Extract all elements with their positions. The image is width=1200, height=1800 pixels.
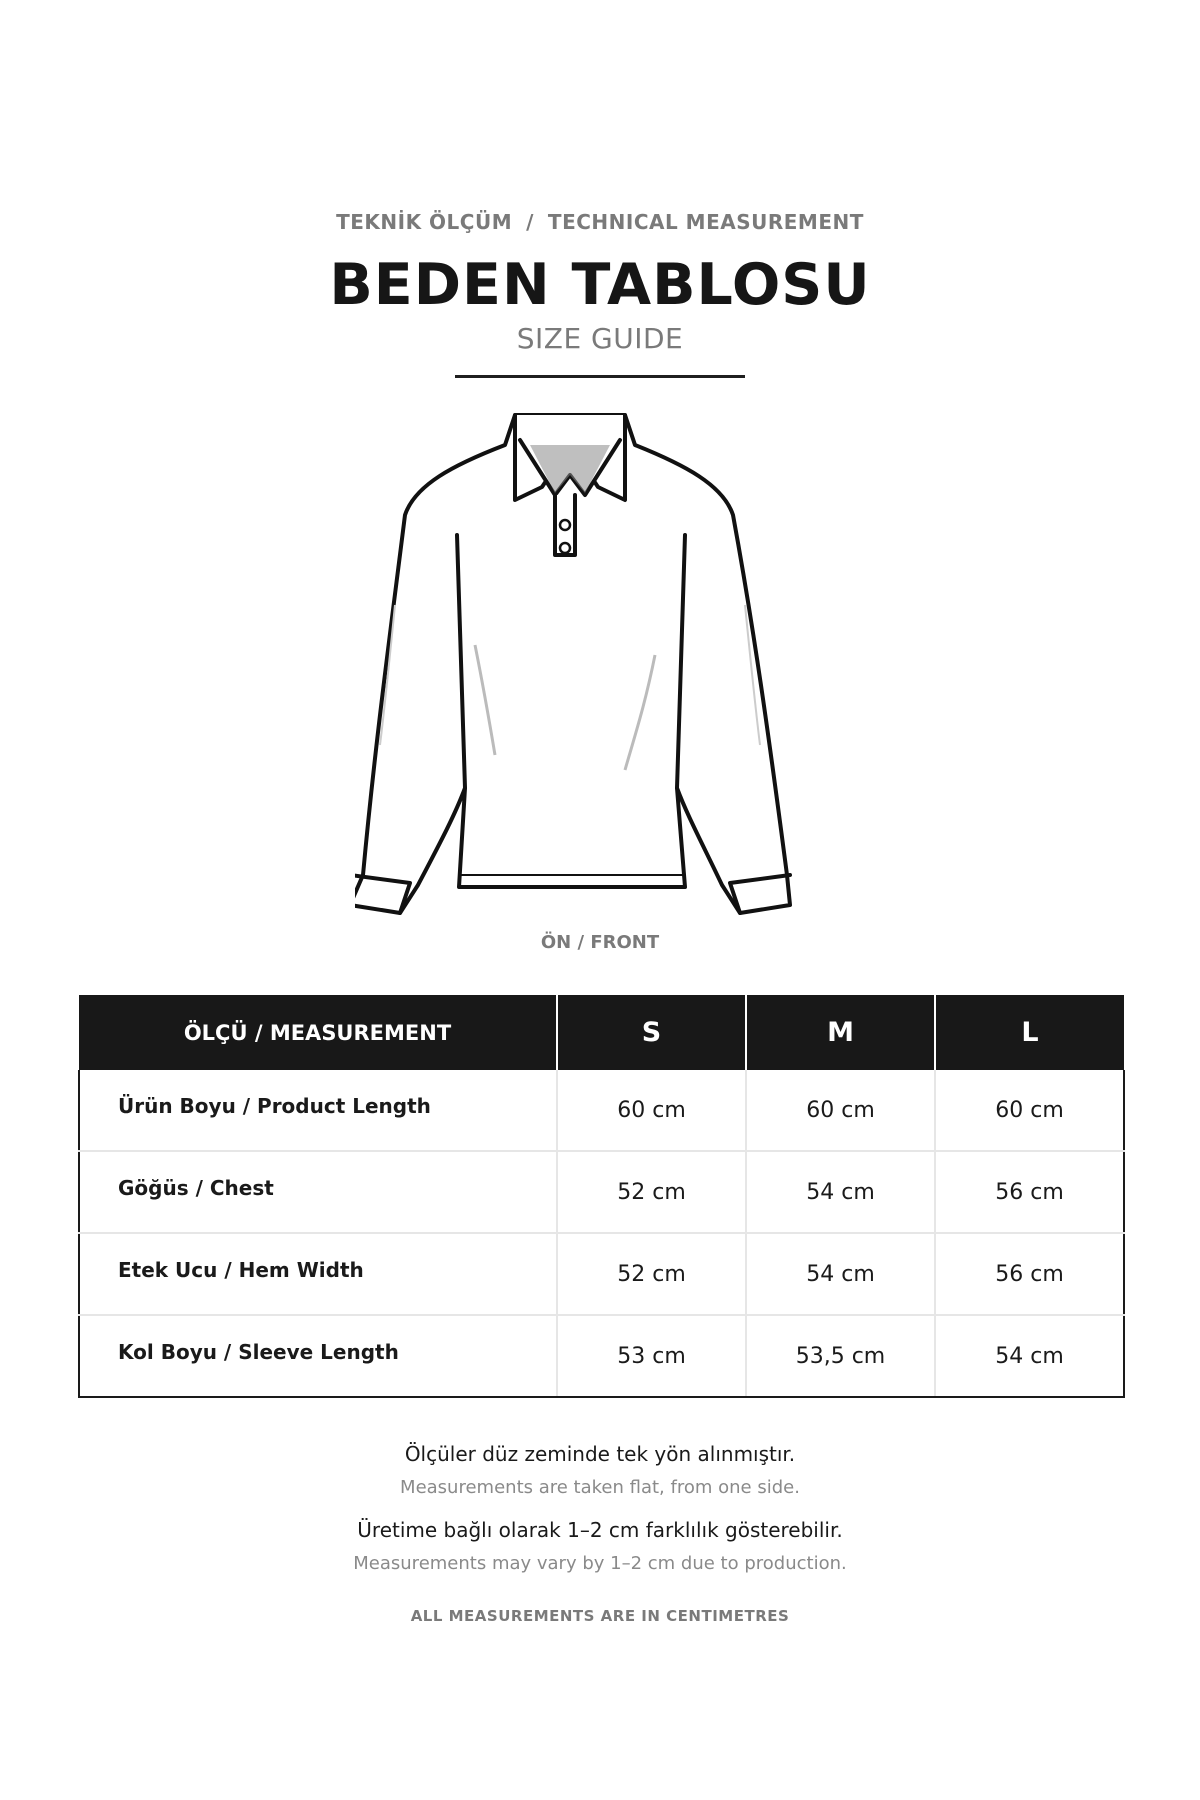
header-measurement: ÖLÇÜ / MEASUREMENT — [79, 995, 557, 1070]
cell-value: 52 cm — [557, 1151, 746, 1233]
table-header-row — [79, 995, 1124, 1070]
row-label: Ürün Boyu / Product Length — [79, 1070, 557, 1151]
page-subtitle: SIZE GUIDE — [516, 322, 684, 355]
eyebrow-separator: / — [526, 210, 534, 234]
units-footer: ALL MEASUREMENTS ARE IN CENTIMETRES — [410, 1607, 790, 1625]
cell-value: 54 cm — [746, 1233, 935, 1315]
cell-value: 53,5 cm — [746, 1315, 935, 1397]
header-size-l: L — [935, 995, 1124, 1070]
size-table — [78, 995, 1125, 1398]
cell-value: 56 cm — [935, 1151, 1124, 1233]
row-label: Kol Boyu / Sleeve Length — [79, 1315, 557, 1397]
cell-value: 56 cm — [935, 1233, 1124, 1315]
cell-value: 52 cm — [557, 1233, 746, 1315]
header-size-s: S — [557, 995, 746, 1070]
note-variance-en: Measurements may vary by 1–2 cm due to production. — [353, 1553, 847, 1574]
title-divider — [455, 375, 745, 378]
note-variance-tr: Üretime bağlı olarak 1–2 cm farklılık gösterebilir. — [357, 1518, 843, 1542]
eyebrow-en: TECHNICAL MEASUREMENT — [547, 210, 864, 234]
long-sleeve-polo-shirt-icon — [355, 405, 855, 925]
table-row — [79, 1315, 1124, 1397]
header-size-m: M — [746, 995, 935, 1070]
note-flat-tr: Ölçüler düz zeminde tek yön alınmıştır. — [404, 1442, 796, 1466]
page-title: BEDEN TABLOSU — [329, 252, 871, 318]
cell-value: 60 cm — [557, 1070, 746, 1151]
cell-value: 54 cm — [746, 1151, 935, 1233]
cell-value: 54 cm — [935, 1315, 1124, 1397]
front-view-label: ÖN / FRONT — [540, 932, 660, 953]
table-row — [79, 1151, 1124, 1233]
cell-value: 60 cm — [935, 1070, 1124, 1151]
eyebrow-tr: TEKNİK ÖLÇÜM — [336, 210, 513, 234]
eyebrow — [0, 210, 1200, 234]
cell-value: 53 cm — [557, 1315, 746, 1397]
table-row — [79, 1233, 1124, 1315]
cell-value: 60 cm — [746, 1070, 935, 1151]
row-label: Etek Ucu / Hem Width — [79, 1233, 557, 1315]
table-row — [79, 1070, 1124, 1151]
note-flat-en: Measurements are taken flat, from one side. — [400, 1477, 800, 1498]
row-label: Göğüs / Chest — [79, 1151, 557, 1233]
